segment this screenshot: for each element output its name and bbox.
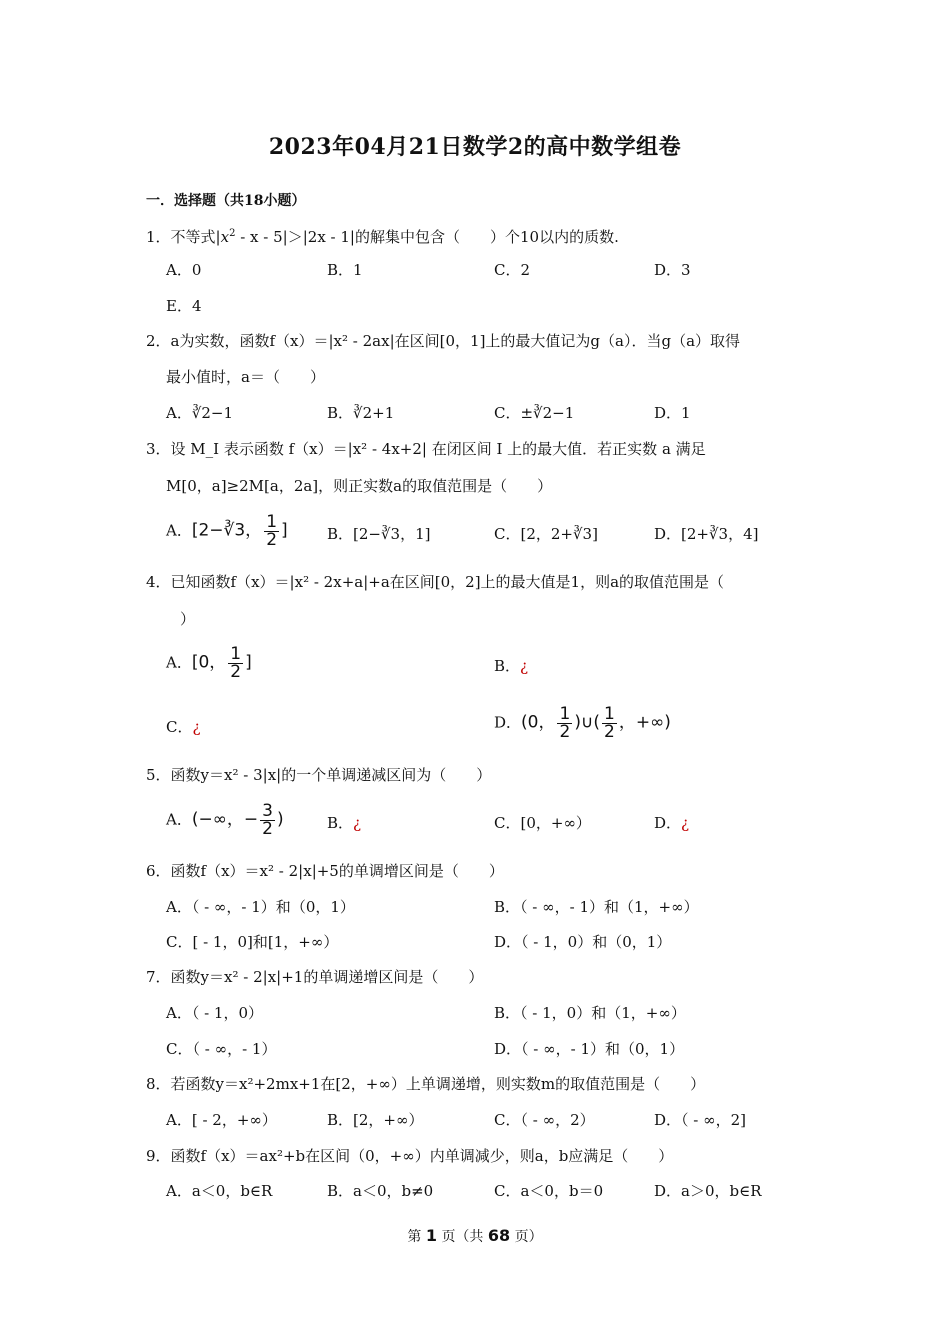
question-2-line-2: 最小值时，a＝（ ）	[166, 368, 325, 386]
q5-option-b: B．¿	[327, 814, 362, 832]
total-page-count: 68	[487, 1226, 511, 1245]
fraction: $\frac{1}{2}$	[266, 512, 278, 550]
question-2-line-1: 2．a为实数，函数f（x）＝|x² ‐ 2ax|在区间[0，1]上的最大值记为g（a）．当g（a）取得	[146, 332, 741, 350]
question-4-line-2: ）	[180, 610, 196, 628]
q7-option-b: B．（ ‐ 1，0）和（1，+∞）	[494, 1004, 686, 1022]
fraction: $\frac{1}{2}$	[230, 644, 242, 682]
q2-option-c: C．±∛2−1	[494, 404, 575, 422]
question-1: 1．不等式$|x^2$ ‐ x ‐ 5|＞|2x ‐ 1|的解集中包含（ ）个10以内的质数.	[146, 228, 619, 246]
q2-option-d: D．1	[654, 404, 691, 422]
document-title: 2023年04月21日数学2的高中数学组卷	[268, 134, 682, 160]
q6-option-b: B．（ ‐ ∞，‐ 1）和（1，+∞）	[494, 898, 699, 916]
q6-option-d: D．（ ‐ 1，0）和（0，1）	[494, 933, 672, 951]
q8-option-a: A．[ ‐ 2，+∞）	[166, 1111, 277, 1129]
q9-option-d: D．a＞0，b∈R	[654, 1182, 762, 1200]
section-heading: 一．选择题（共18小题）	[146, 193, 306, 209]
fraction: $\frac{1}{2}$	[559, 704, 571, 742]
q8-option-d: D．（ ‐ ∞，2]	[654, 1111, 747, 1129]
current-page-number: 1	[425, 1226, 437, 1245]
q4-option-a: A．[0， $\frac{1}{2}$ ]	[166, 644, 252, 682]
question-9-line-1: 9．函数f（x）＝ax²+b在区间（0，+∞）内单调减少，则a，b应满足（ ）	[146, 1147, 674, 1165]
q4-option-b: B．¿	[494, 657, 529, 675]
question-3-line-2: M[0，a]≥2M[a，2a]，则正实数a的取值范围是（ ）	[166, 477, 553, 495]
q1-option-c: C．2	[494, 261, 531, 279]
q9-option-a: A．a＜0，b∈R	[166, 1182, 273, 1200]
q7-option-d: D．（ ‐ ∞，‐ 1）和（0，1）	[494, 1040, 685, 1058]
question-5-line-1: 5．函数y＝x² ‐ 3|x|的一个单调递减区间为（ ）	[146, 766, 492, 784]
q9-option-c: C．a＜0，b＝0	[494, 1182, 604, 1200]
fraction: $\frac{3}{2}$	[262, 801, 273, 839]
q3-option-b: B．[2−∛3，1]	[327, 525, 431, 543]
q8-option-c: C．（ ‐ ∞，2）	[494, 1111, 595, 1129]
q5-option-d: D．¿	[654, 814, 690, 832]
q7-option-c: C．（ ‐ ∞，‐ 1）	[166, 1040, 277, 1058]
q3-option-d: D．[2+∛3，4]	[654, 525, 759, 543]
q1-option-d: D．3	[654, 261, 691, 279]
question-3-line-1: 3．设 M_I 表示函数 f（x）＝|x² ‐ 4x+2| 在闭区间 I 上的最大值．若正实数 a 满足	[146, 440, 706, 458]
fraction: $\frac{1}{2}$	[604, 704, 615, 742]
page-footer: 第 1 页（共 68 页）	[407, 1226, 543, 1245]
question-7-line-1: 7．函数y＝x² ‐ 2|x|+1的单调递增区间是（ ）	[146, 968, 484, 986]
q9-option-b: B．a＜0，b≠0	[327, 1182, 434, 1200]
q7-option-a: A．（ ‐ 1，0）	[166, 1004, 264, 1022]
q6-option-c: C．[ ‐ 1，0]和[1，+∞）	[166, 933, 339, 951]
q5-option-c: C．[0，+∞）	[494, 814, 591, 832]
q2-option-b: B．∛2+1	[327, 404, 395, 422]
q8-option-b: B．[2，+∞）	[327, 1111, 424, 1129]
question-8-line-1: 8．若函数y＝x²+2mx+1在[2，+∞）上单调递增，则实数m的取值范围是（ ）	[146, 1075, 706, 1093]
q2-option-a: A．∛2−1	[166, 404, 234, 422]
q5-option-a: A．(−∞，− $\frac{3}{2}$ )	[166, 801, 284, 839]
q1-option-e: E．4	[166, 297, 202, 315]
q3-option-c: C．[2，2+∛3]	[494, 525, 598, 543]
q6-option-a: A．（ ‐ ∞，‐ 1）和（0，1）	[166, 898, 355, 916]
q1-option-b: B．1	[327, 261, 363, 279]
question-6-line-1: 6．函数f（x）＝x² ‐ 2|x|+5的单调增区间是（ ）	[146, 862, 504, 880]
q4-option-d: D．(0， $\frac{1}{2}$ )∪( $\frac{1}{2}$ ，+∞)	[494, 704, 671, 742]
q4-option-c: C．¿	[166, 718, 201, 736]
q3-option-a: A．[2−∛3， $\frac{1}{2}$ ]	[166, 512, 288, 550]
question-4-line-1: 4．已知函数f（x）＝|x² ‐ 2x+a|+a在区间[0，2]上的最大值是1，则a的取值范围是（	[146, 573, 725, 591]
q1-option-a: A．0	[166, 261, 202, 279]
